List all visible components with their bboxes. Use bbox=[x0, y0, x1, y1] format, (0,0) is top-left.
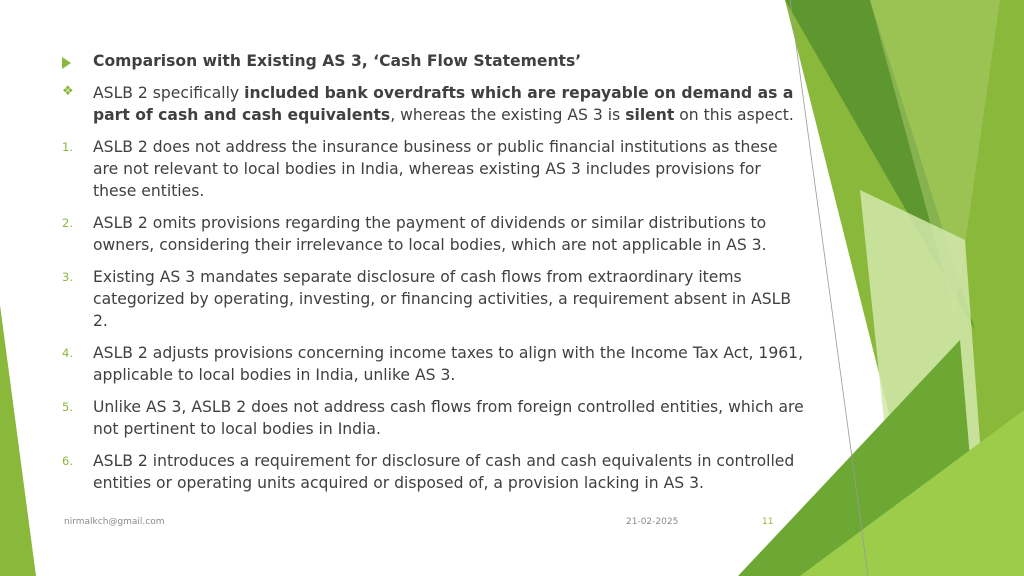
list-number: 3. bbox=[62, 270, 73, 284]
list-item-text: ASLB 2 introduces a requirement for disclosure of cash and cash equivalents in controlled entities or operating units acquired or disposed of, a provision lacking in AS 3. bbox=[93, 452, 795, 492]
slide-heading bbox=[62, 50, 807, 72]
bullet-text-2: , whereas the existing AS 3 is bbox=[390, 106, 626, 124]
bullet-text-1: ASLB 2 specifically bbox=[93, 84, 245, 102]
list-item bbox=[62, 396, 807, 440]
list-item bbox=[62, 450, 807, 494]
list-item bbox=[62, 266, 807, 332]
list-number: 1. bbox=[62, 140, 73, 154]
list-item-text: Existing AS 3 mandates separate disclosure of cash flows from extraordinary items categorized by operating, investing, or financing activities, a requirement absent in ASLB 2. bbox=[93, 268, 792, 330]
list-item-text: Unlike AS 3, ASLB 2 does not address cash flows from foreign controlled entities, which are not pertinent to local bodies in India. bbox=[93, 398, 804, 438]
list-number: 6. bbox=[62, 454, 73, 468]
list-number: 5. bbox=[62, 400, 73, 414]
bullet-bold-1: included bank overdrafts which are repayable on demand as a part of cash and cash equivalents bbox=[93, 84, 794, 124]
diamond-bullet-icon: ❖ bbox=[62, 84, 74, 99]
bullet-text-3: on this aspect. bbox=[674, 106, 794, 124]
left-green-strip bbox=[0, 305, 36, 576]
triangle-bullet-icon bbox=[62, 57, 71, 69]
list-item-text: ASLB 2 adjusts provisions concerning income taxes to align with the Income Tax Act, 1961, applicable to local bodies in India, unlike AS 3. bbox=[93, 344, 804, 384]
list-item-text: ASLB 2 omits provisions regarding the payment of dividends or similar distributions to owners, considering their irrelevance to local bodies, which are not applicable in AS 3. bbox=[93, 214, 767, 254]
list-item bbox=[62, 136, 807, 202]
footer-email: nirmalkch@gmail.com bbox=[64, 517, 165, 527]
list-number: 2. bbox=[62, 216, 73, 230]
diamond-bullet-item bbox=[62, 82, 807, 126]
list-item-text: ASLB 2 does not address the insurance business or public financial institutions as these are not relevant to local bodies in India, whereas existing AS 3 includes provisions for these entities. bbox=[93, 138, 778, 200]
footer-page-number: 11 bbox=[762, 517, 774, 527]
bullet-bold-2: silent bbox=[625, 106, 675, 124]
list-item bbox=[62, 342, 807, 386]
slide-content bbox=[62, 50, 807, 504]
list-number: 4. bbox=[62, 346, 73, 360]
heading-text: Comparison with Existing AS 3, ‘Cash Flow Statements’ bbox=[93, 52, 582, 70]
footer-date: 21-02-2025 bbox=[626, 517, 679, 527]
list-item bbox=[62, 212, 807, 256]
